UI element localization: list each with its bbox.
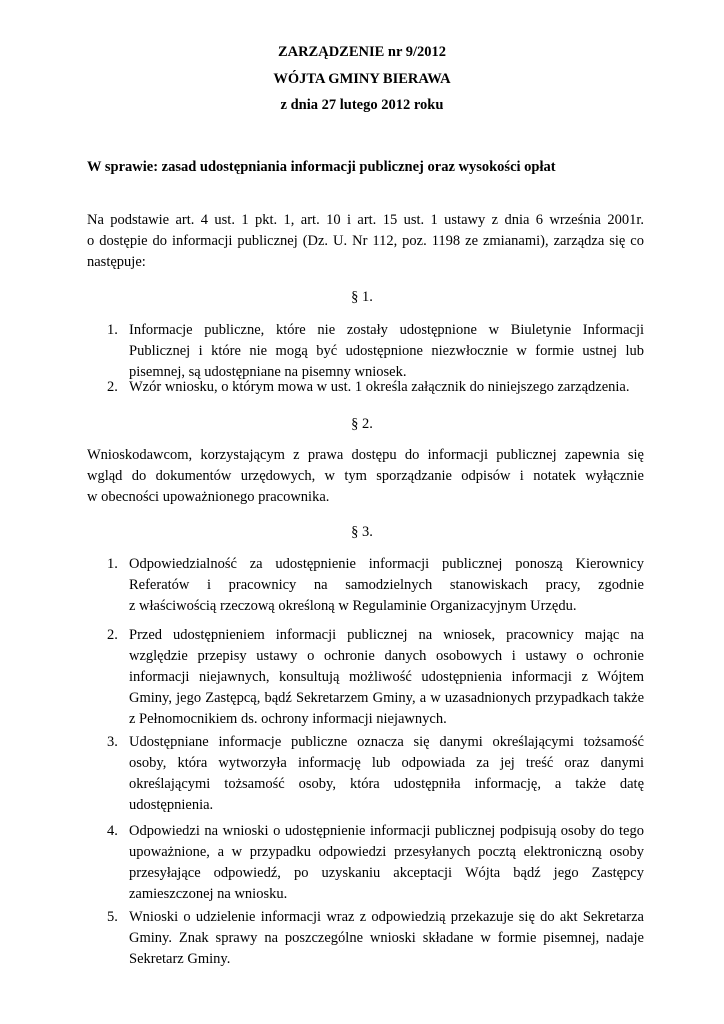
- item-line: informacji niejawnych, konsultują możliwość udostępnienia informacji z Wójtem: [129, 669, 644, 685]
- item-number: 4.: [107, 823, 118, 839]
- item-line: Wzór wniosku, o którym mowa w ust. 1 określa załącznik do niniejszego zarządzenia.: [129, 379, 630, 395]
- item-line: Gminy. Znak sprawy na poszczególne wnioski składane w formie pisemnej, nadaje: [129, 930, 644, 946]
- item-line: Sekretarz Gminy.: [129, 951, 231, 967]
- item-line: Publicznej i które nie mogą być udostępnione niezwłocznie w formie ustnej lub: [129, 343, 644, 359]
- item-line: Przed udostępnieniem informacji publicznej na wniosek, pracownicy mając na: [129, 627, 644, 643]
- preamble-line: o dostępie do informacji publicznej (Dz. U. Nr 112, poz. 1198 ze zmianami), zarządza się co: [87, 233, 644, 249]
- item-line: zamieszczonej na wniosku.: [129, 886, 288, 902]
- item-line: Wnioski o udzielenie informacji wraz z odpowiedzią przekazuje się do akt Sekretarza: [129, 909, 644, 925]
- item-number: 1.: [107, 556, 118, 572]
- section-2-line: wgląd do dokumentów urzędowych, w tym sporządzanie odpisów i notatek wyłącznie: [87, 468, 644, 484]
- item-line: Udostępniane informacje publiczne oznacza się danymi określającymi tożsamość: [129, 734, 644, 750]
- item-number: 2.: [107, 379, 118, 395]
- item-line: Informacje publiczne, które nie zostały udostępnione w Biuletynie Informacji: [129, 322, 644, 338]
- item-line: Odpowiedzialność za udostępnienie informacji publicznej ponoszą Kierownicy: [129, 556, 644, 572]
- issuer-title: WÓJTA GMINY BIERAWA: [273, 71, 451, 87]
- item-line: osoby, która wytworzyła informację lub odpowiada za jej treść oraz danymi: [129, 755, 644, 771]
- section-2-text: [87, 445, 644, 508]
- item-line: Referatów i pracownicy na samodzielnych stanowiskach pracy, zgodnie: [129, 577, 644, 593]
- item-line: udostępnienia.: [129, 797, 214, 813]
- section-3-heading: § 3.: [351, 524, 373, 540]
- section-2-heading: § 2.: [351, 416, 373, 432]
- item-line: przesyłające odpowiedź, po uzyskaniu akceptacji Wójta bądź jego Zastępcy: [129, 865, 644, 881]
- item-number: 2.: [107, 627, 118, 643]
- section-2-line: Wnioskodawcom, korzystającym z prawa dostępu do informacji publicznej zapewnia się: [87, 447, 644, 463]
- item-line: określającymi tożsamość osoby, która udostępniła informację, a także datę: [129, 776, 644, 792]
- ordinance-number: ZARZĄDZENIE nr 9/2012: [277, 44, 447, 60]
- section-1-heading: § 1.: [351, 289, 373, 305]
- preamble-line: Na podstawie art. 4 ust. 1 pkt. 1, art. 10 i art. 15 ust. 1 ustawy z dnia 6 września 2001r.: [87, 212, 644, 228]
- item-line: z właściwością rzeczową określoną w Regulaminie Organizacyjnym Urzędu.: [129, 598, 577, 614]
- item-line: z Pełnomocnikiem ds. ochrony informacji niejawnych.: [129, 711, 447, 727]
- item-line: względzie przepisy ustawy o ochronie danych osobowych i ustawy o ochronie: [129, 648, 644, 664]
- subject-line: W sprawie: zasad udostępniania informacji publicznej oraz wysokości opłat: [87, 159, 556, 175]
- item-line: Odpowiedzi na wnioski o udostępnienie informacji publicznej podpisują osoby do tego: [129, 823, 644, 839]
- item-line: upoważnione, a w przypadku odpowiedzi przesyłanych pocztą elektroniczną osoby: [129, 844, 644, 860]
- item-number: 3.: [107, 734, 118, 750]
- item-line: pisemnej, są udostępniane na pisemny wniosek.: [129, 364, 407, 380]
- item-number: 1.: [107, 322, 118, 338]
- item-line: Gminy, jego Zastępcą, bądź Sekretarzem Gminy, a w uzasadnionych przypadkach także: [129, 690, 644, 706]
- section-2-line: w obecności upoważnionego pracownika.: [87, 489, 330, 505]
- preamble: [87, 210, 644, 273]
- item-number: 5.: [107, 909, 118, 925]
- ordinance-date: z dnia 27 lutego 2012 roku: [280, 97, 444, 113]
- preamble-line: następuje:: [87, 254, 146, 270]
